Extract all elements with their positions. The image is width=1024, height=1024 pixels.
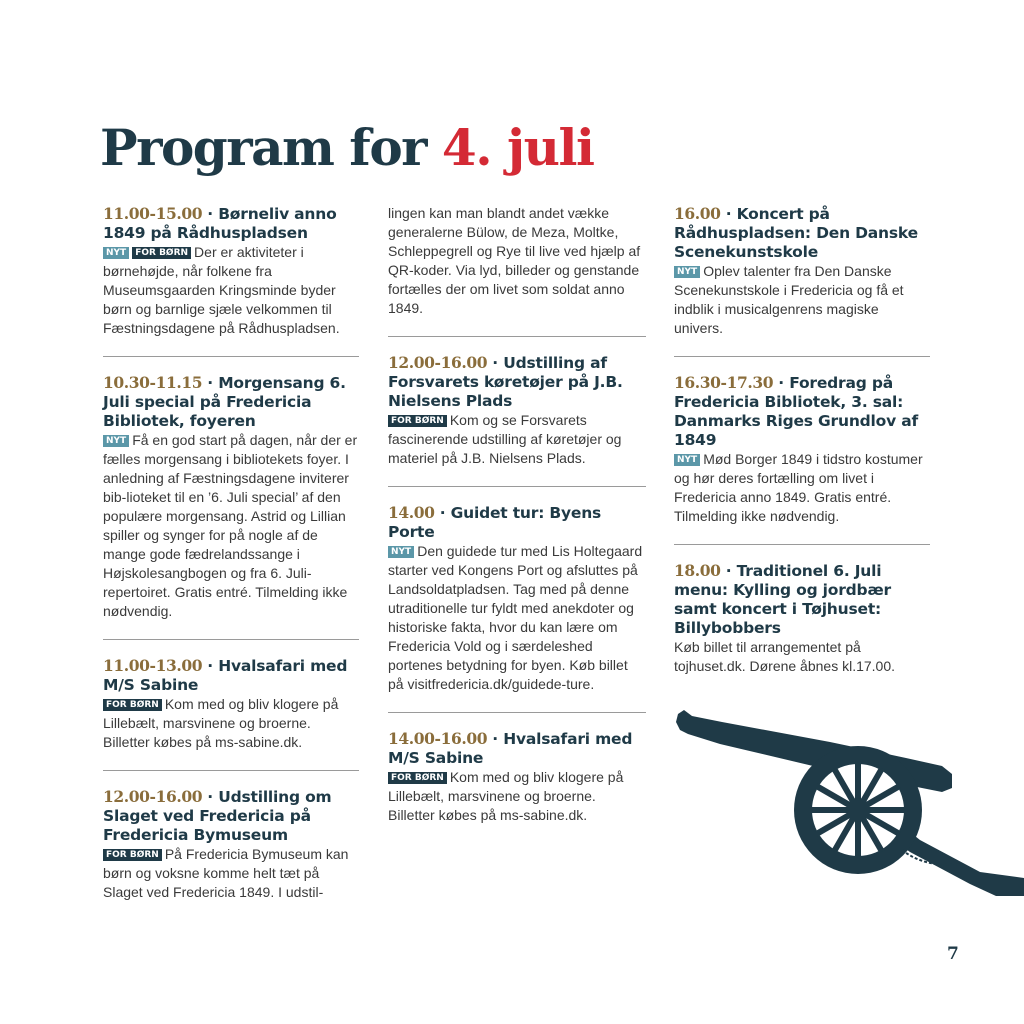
entry-text: Den guidede tur med Lis Holtegaard starter ved Kongens Port og afsluttes på Landsoldatpladsen. Tag med på denne utraditionelle tur fyldt med anekdoter og historiske fakta, hvor du kan lære om Fredericia Vold og i særdeleshed portenes betydning for byen. Køb billet på visitfredericia.dk/guidede-ture. xyxy=(388,543,643,692)
entry-description xyxy=(103,243,359,338)
entry-description xyxy=(103,695,359,752)
new-badge: NYT xyxy=(674,454,700,466)
entry-description xyxy=(388,411,646,468)
entry-description xyxy=(103,431,359,621)
entry-time: 16.30-17.30 xyxy=(674,373,774,392)
program-entry xyxy=(674,356,930,544)
program-entry xyxy=(103,639,359,770)
title-main: Program for xyxy=(100,118,442,177)
new-badge: NYT xyxy=(103,435,129,447)
entry-description xyxy=(388,768,646,825)
entry-heading xyxy=(674,204,930,262)
column-1 xyxy=(103,204,359,920)
column-2 xyxy=(388,204,646,843)
entry-time: 12.00-16.00 xyxy=(103,787,203,806)
cannon-illustration xyxy=(670,700,1024,900)
entry-heading xyxy=(674,373,930,450)
entry-title: · Traditionel 6. Juli menu: Kylling og jordbær samt koncert i Tøjhuset: Billybobbers xyxy=(674,562,891,637)
entry-title: · Foredrag på Fredericia Bibliotek, 3. sal: Danmarks Riges Grundlov af 1849 xyxy=(674,374,919,449)
entry-description xyxy=(388,542,646,694)
entry-description xyxy=(674,262,930,338)
entry-description xyxy=(674,638,930,676)
for-children-badge: FOR BØRN xyxy=(132,247,191,259)
entry-time: 14.00-16.00 xyxy=(388,729,488,748)
page-title xyxy=(100,118,593,177)
new-badge: NYT xyxy=(388,546,414,558)
entry-text: Oplev talenter fra Den Danske Scenekunstskole i Fredericia og få et indblik i musicalgenrens magiske univers. xyxy=(674,263,904,336)
entry-title: · Udstilling om Slaget ved Fredericia på Fredericia Bymuseum xyxy=(103,788,332,844)
for-children-badge: FOR BØRN xyxy=(103,849,162,861)
entry-description xyxy=(674,450,930,526)
program-entry xyxy=(103,204,359,356)
page-number: 7 xyxy=(947,944,959,964)
entry-heading xyxy=(388,503,646,542)
entry-text: Mød Borger 1849 i tidstro kostumer og hør deres fortælling om livet i Fredericia anno 1849. Gratis entré. Tilmelding ikke nødvendig. xyxy=(674,451,923,524)
entry-title: · Morgensang 6. Juli special på Fredericia Bibliotek, foyeren xyxy=(103,374,346,430)
entry-text: På Fredericia Bymuseum kan børn og voksne komme helt tæt på Slaget ved Fredericia 1849. I udstil- xyxy=(103,846,349,900)
entry-description xyxy=(103,845,359,902)
title-date: 4. juli xyxy=(441,118,594,177)
entry-title: · Udstilling af Forsvarets køretøjer på J.B. Nielsens Plads xyxy=(388,354,623,410)
column-3 xyxy=(674,204,930,694)
entry-text: Køb billet til arrangementet på tojhuset.dk. Dørene åbnes kl.17.00. xyxy=(674,639,896,674)
entry-title: · Hvalsafari med M/S Sabine xyxy=(103,657,348,694)
entry-time: 11.00-13.00 xyxy=(103,656,203,675)
entry-time: 12.00-16.00 xyxy=(388,353,488,372)
entry-text: Få en god start på dagen, når der er fælles morgensang i bibliotekets foyer. I anledning af Fæstningsdagene inviterer bib-lioteket til en ’6. Juli special’ af den populære morgensang. Astrid og Lillian spiller og synger for på nogle af de mange gode fædrelandssange i Højskolesangbogen og fra 6. Juli-repertoiret. Gratis entré. Tilmelding ikke nødvendig. xyxy=(103,432,358,619)
program-entry xyxy=(674,204,930,356)
program-entry xyxy=(103,770,359,920)
entry-description xyxy=(388,204,646,318)
entry-text: Kom og se Forsvarets fascinerende udstilling af køretøjer og materiel på J.B. Nielsens Plads. xyxy=(388,412,622,466)
new-badge: NYT xyxy=(103,247,129,259)
entry-heading xyxy=(388,353,646,411)
entry-time: 11.00-15.00 xyxy=(103,204,203,223)
entry-heading xyxy=(103,656,359,695)
entry-heading xyxy=(103,373,359,431)
entry-title: · Børneliv anno 1849 på Rådhuspladsen xyxy=(103,205,337,242)
for-children-badge: FOR BØRN xyxy=(388,772,447,784)
entry-time: 10.30-11.15 xyxy=(103,373,203,392)
for-children-badge: FOR BØRN xyxy=(103,699,162,711)
program-entry xyxy=(388,486,646,712)
entry-heading xyxy=(388,729,646,768)
new-badge: NYT xyxy=(674,266,700,278)
program-entry xyxy=(388,204,646,336)
entry-heading xyxy=(674,561,930,638)
program-entry xyxy=(388,336,646,486)
program-entry xyxy=(103,356,359,639)
entry-title: · Guidet tur: Byens Porte xyxy=(388,504,602,541)
entry-heading xyxy=(103,787,359,845)
entry-text: Der er aktiviteter i børnehøjde, når folkene fra Museumsgaarden Kringsminde byder børn og barnlige sjæle velkommen til Fæstningsdagene på Rådhuspladsen. xyxy=(103,244,340,336)
entry-text: Kom med og bliv klogere på Lillebælt, marsvinene og broerne. Billetter købes på ms-sabine.dk. xyxy=(388,769,624,823)
for-children-badge: FOR BØRN xyxy=(388,415,447,427)
entry-text: lingen kan man blandt andet vække generalerne Bülow, de Meza, Moltke, Schleppegrell og Rye til live ved hjælp af QR-koder. Via lyd, billeder og genstande fortælles der om livet som soldat anno 1849. xyxy=(388,205,641,316)
program-entry xyxy=(674,544,930,694)
entry-time: 18.00 xyxy=(674,561,721,580)
entry-text: Kom med og bliv klogere på Lillebælt, marsvinene og broerne. Billetter købes på ms-sabine.dk. xyxy=(103,696,339,750)
entry-heading xyxy=(103,204,359,243)
entry-time: 14.00 xyxy=(388,503,435,522)
entry-title: · Koncert på Rådhuspladsen: Den Danske Scenekunstskole xyxy=(674,205,918,261)
entry-time: 16.00 xyxy=(674,204,721,223)
program-entry xyxy=(388,712,646,843)
entry-title: · Hvalsafari med M/S Sabine xyxy=(388,730,633,767)
